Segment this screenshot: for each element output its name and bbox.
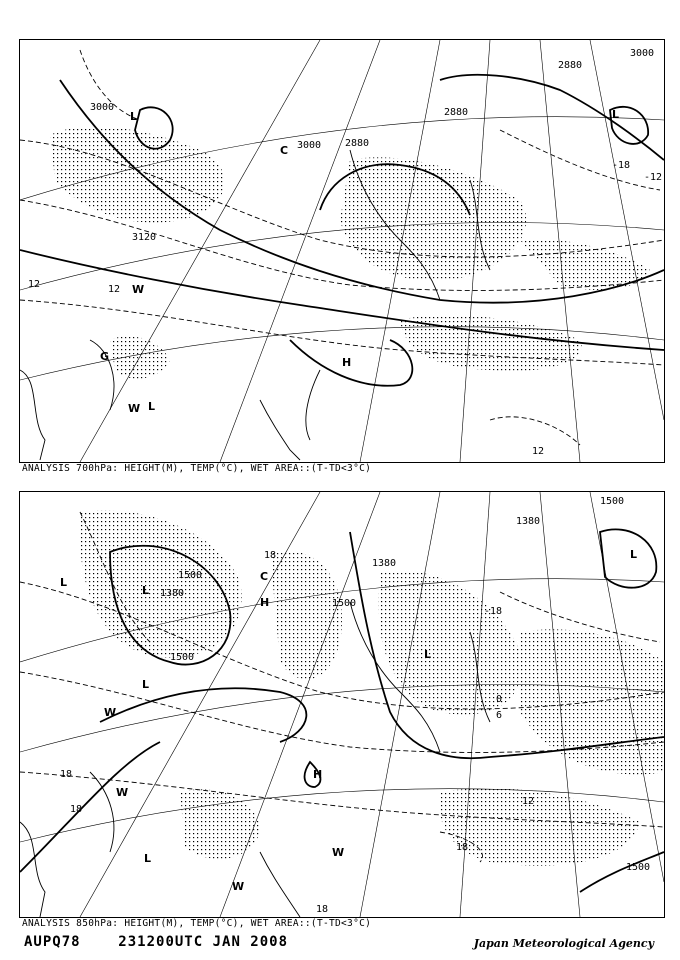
center-marker: W: [132, 283, 145, 296]
center-marker: G: [100, 350, 110, 363]
product-code: AUPQ78: [24, 934, 81, 950]
temperature-label: 12: [28, 279, 41, 290]
temperature-label: -18: [484, 606, 503, 617]
map-850hpa-canvas: [20, 492, 664, 917]
map-panel-850hpa: [19, 491, 665, 918]
center-marker: W: [332, 846, 345, 859]
center-marker: C: [260, 570, 269, 583]
temperature-label: 6: [496, 710, 503, 721]
height-label: 2880: [444, 107, 469, 118]
temperature-label: 18: [456, 842, 469, 853]
temperature-label: 12: [108, 284, 121, 295]
height-label: 1500: [170, 652, 195, 663]
height-label: 3120: [132, 232, 157, 243]
height-label: 1380: [160, 588, 185, 599]
caption-850hpa: ANALYSIS 850hPa: HEIGHT(M), TEMP(°C), WET AREA::(T-TD<3°C): [22, 918, 372, 929]
height-label: 3000: [630, 48, 655, 59]
center-marker: H: [342, 356, 352, 369]
center-marker: L: [142, 584, 150, 597]
temperature-label: 18: [264, 550, 277, 561]
center-marker: L: [144, 852, 152, 865]
center-marker: L: [612, 108, 620, 121]
center-marker: C: [280, 144, 289, 157]
agency-credit: Japan Meteorological Agency: [473, 937, 654, 950]
temperature-label: 18: [70, 804, 83, 815]
center-marker: L: [142, 678, 150, 691]
center-marker: L: [130, 110, 138, 123]
center-marker: L: [148, 400, 156, 413]
center-marker: L: [60, 576, 68, 589]
temperature-label: 12: [532, 446, 545, 457]
center-marker: H: [313, 768, 323, 781]
center-marker: W: [116, 786, 129, 799]
center-marker: W: [232, 880, 245, 893]
center-marker: L: [424, 648, 432, 661]
center-marker: L: [630, 548, 638, 561]
temperature-label: 18: [60, 769, 73, 780]
temperature-label: 18: [316, 904, 329, 915]
center-marker: W: [104, 706, 117, 719]
product-header: [24, 934, 288, 950]
center-marker: W: [128, 402, 141, 415]
caption-700hpa: ANALYSIS 700hPa: HEIGHT(M), TEMP(°C), WET AREA::(T-TD<3°C): [22, 463, 372, 474]
height-label: 1500: [178, 570, 203, 581]
height-label: 1500: [332, 598, 357, 609]
map-panel-700hpa: [19, 39, 665, 463]
height-label: 1500: [626, 862, 651, 873]
map-700hpa-canvas: [20, 40, 664, 462]
height-label: 1380: [516, 516, 541, 527]
valid-time: 231200UTC JAN 2008: [118, 934, 289, 950]
height-label: 3000: [90, 102, 115, 113]
height-label: 2880: [345, 138, 370, 149]
height-label: 1380: [372, 558, 397, 569]
temperature-label: -18: [612, 160, 631, 171]
height-label: 3000: [297, 140, 322, 151]
temperature-label: 0: [496, 694, 503, 705]
temperature-label: -12: [644, 172, 663, 183]
height-label: 2880: [558, 60, 583, 71]
temperature-label: 12: [522, 796, 535, 807]
center-marker: H: [260, 596, 270, 609]
height-label: 1500: [600, 496, 625, 507]
